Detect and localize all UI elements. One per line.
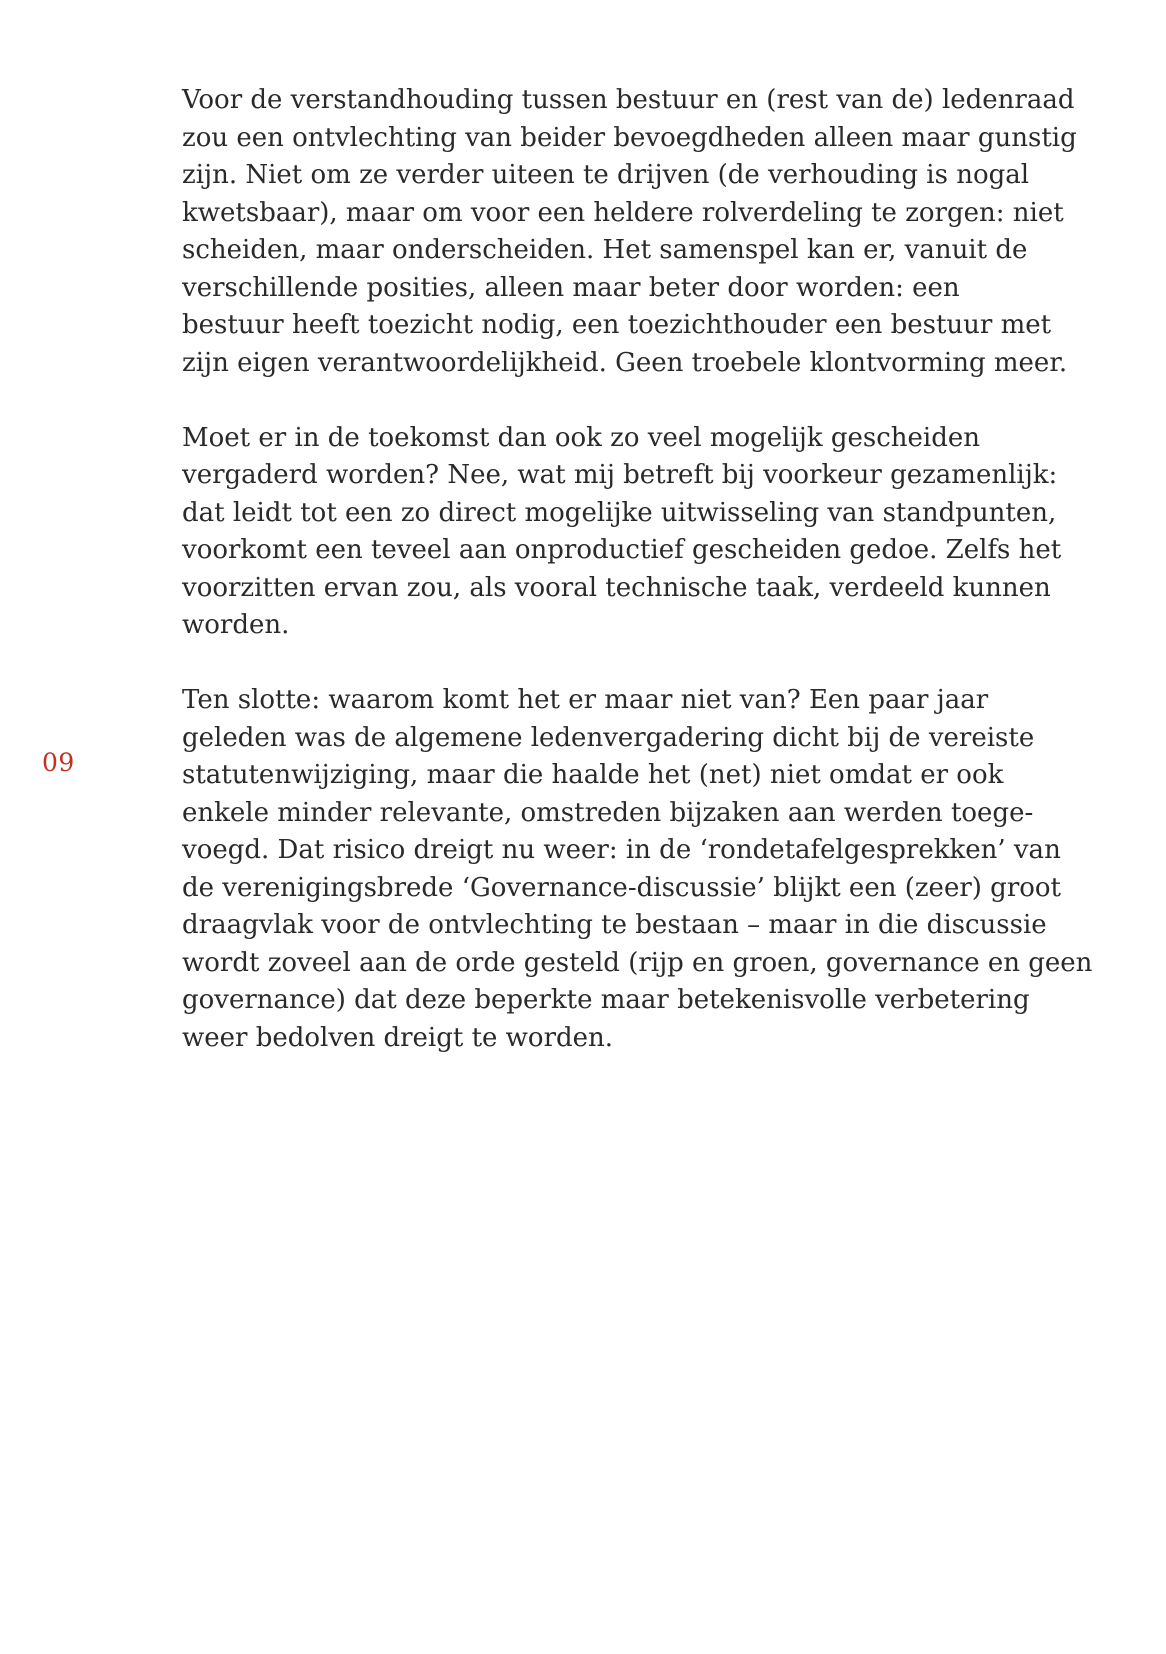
text-line: wordt zoveel aan de orde gesteld (rijp en groen, governance en geen [182,947,1093,978]
text-line: de verenigingsbrede ‘Governance-discussie’ blijkt een (zeer) groot [182,872,1061,903]
text-line: voorzitten ervan zou, als vooral technische taak, verdeeld kunnen [182,572,1051,603]
text-line: Voor de verstandhouding tussen bestuur en (rest van de) ledenraad [182,85,1075,115]
text-line: verschillende posities, alleen maar beter door worden: een [182,272,960,303]
text-line: kwetsbaar), maar om voor een heldere rolverdeling te zorgen: niet [182,197,1064,228]
text-line: statutenwijziging, maar die haalde het (net) niet omdat er ook [182,760,1004,790]
text-line: draagvlak voor de ontvlechting te bestaan – maar in die discussie [182,910,1047,940]
text-line: governance) dat deze beperkte maar betekenisvolle verbetering [182,985,1030,1015]
text-line: zijn eigen verantwoordelijkheid. Geen troebele klontvorming meer. [182,347,1068,378]
text-line: vergaderd worden? Nee, wat mij betreft bij voorkeur gezamenlijk: [182,460,1058,490]
text-line: zou een ontvlechting van beider bevoegdheden alleen maar gunstig [182,122,1077,153]
text-line: voegd. Dat risico dreigt nu weer: in de ‘rondetafelgesprekken’ van [182,835,1061,865]
text-line: voorkomt een teveel aan onproductief gescheiden gedoe. Zelfs het [182,535,1062,565]
text-line: enkele minder relevante, omstreden bijzaken aan werden toege- [182,797,1034,828]
paragraph-2 [182,420,1082,645]
text-line: Ten slotte: waarom komt het er maar niet van? Een paar jaar [182,685,989,715]
text-line: scheiden, maar onderscheiden. Het samenspel kan er, vanuit de [182,235,1028,265]
paragraph-3 [182,682,1093,1057]
text-line: zijn. Niet om ze verder uiteen te drijven (de verhouding is nogal [182,160,1030,190]
text-line: Moet er in de toekomst dan ook zo veel mogelijk gescheiden [182,422,981,453]
body-text [182,82,1093,1095]
text-line: dat leidt tot een zo direct mogelijke uitwisseling van standpunten, [182,497,1057,528]
text-line: bestuur heeft toezicht nodig, een toezichthouder een bestuur met [182,310,1052,340]
text-line: geleden was de algemene ledenvergadering dicht bij de vereiste [182,722,1035,753]
text-line: weer bedolven dreigt te worden. [182,1022,614,1053]
paragraph-1 [182,82,1082,382]
page-number: 09 [42,748,75,777]
text-line: worden. [182,610,290,640]
